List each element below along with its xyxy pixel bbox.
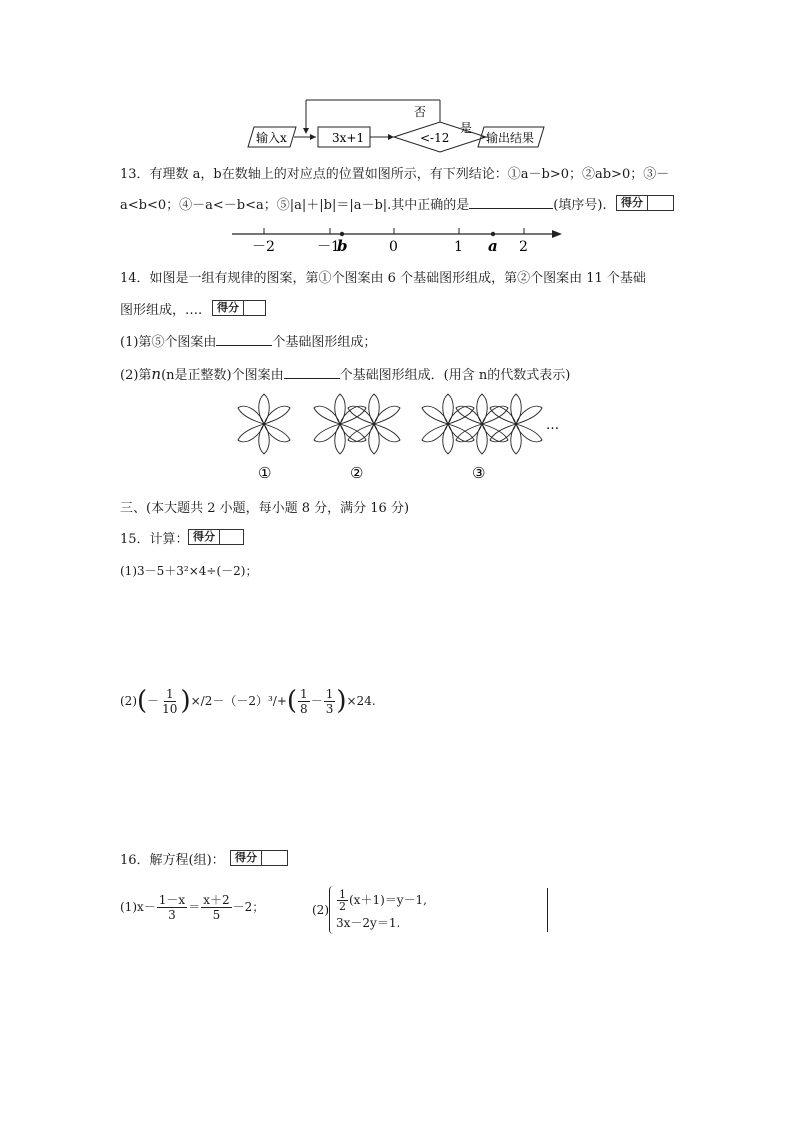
tick-label-0: 0 [389,239,398,255]
q15-fraction-1: $\frac{1}{10}$ [162,686,178,716]
section3-heading: 三、(本大题共 2 小题，每小题 8 分，满分 16 分) [120,501,410,516]
q14-sub2-n: n [151,365,162,383]
q16-system-right-bar [547,888,548,932]
q15-fraction-2: $\frac{1}{8}$ [300,686,308,716]
q16-part1-prefix: (1)x－ [120,900,156,914]
number-line [228,222,568,256]
q13-score-cell[interactable] [648,196,673,210]
flowchart-process-text: 3x+1 [332,131,365,145]
q15-part2: (2) ( － $\frac{1}{10}$ ) ×/2－（－2）³/+ ( $\frac{1}{8}$ － $\frac{1}{3}$ ) ×24. [120,686,376,716]
point-a-label: a [488,237,498,255]
q16-equation-1: $\frac{1}{2}$ (x＋1)＝y－1, [339,887,427,913]
flowchart-yes-label: 是 [460,121,473,135]
q16-part2 [312,884,548,936]
q16-part1-suffix: －2； [232,900,265,914]
q14-score-box [212,300,266,316]
q16-score-cell[interactable] [262,851,287,865]
q14-sub1-prefix: (1)第⑤个图案由 [120,335,217,350]
q15-part2-prefix: (2) [120,694,137,708]
q16-score-label: 得分 [231,851,262,865]
flower-2a [314,394,366,454]
q14-score-cell[interactable] [244,301,265,315]
q13-line2-text: a<b<0；④－a<－b<a；⑤|a|＋|b|＝|a－b|.其中正确的是 [120,198,470,213]
q14-sub2 [120,365,570,385]
q15-score-cell[interactable] [220,530,243,544]
q14-score-label: 得分 [213,301,244,315]
q16-part1-eq: ＝ [188,900,201,914]
flower-patterns [226,392,576,486]
flower-3c [490,394,542,454]
q14-sub2-blank[interactable] [284,366,340,379]
q16-title: 16．解方程(组)： [120,853,225,868]
q16-fraction-1: $\frac{1-x}{3}$ [158,892,186,922]
q16-system-brace [329,886,334,934]
q14-sub1 [120,333,376,352]
q15-part1: (1)3－5＋3²×4÷(－2)； [120,564,258,578]
q14-sub2-suffix: 个基础图形组成．(用含 n的代数式表示) [339,368,571,383]
q15-title: 15．计算： [120,532,189,547]
q16-score-box [230,850,288,866]
flowchart-condition-text: <-12 [420,131,450,145]
q16-part1 [120,890,264,924]
q14-sub1-suffix: 个基础图形组成； [272,335,377,350]
flowchart [244,96,554,154]
q13-score-label: 得分 [617,196,648,210]
q14-line1: 14．如图是一组有规律的图案，第①个图案由 6 个基础图形组成，第②个图案由 11 个基础 [120,271,646,286]
q15-part2-mid: ×/2－（－2）³/+ [190,694,287,708]
flower-2b [348,394,400,454]
figure-label-3: ③ [472,464,486,482]
q15-part2-suffix: ×24. [346,694,376,708]
q13-line1: 13．有理数 a，b在数轴上的对应点的位置如图所示，有下列结论：①a－b>0；②ab>0；③－ [120,167,670,182]
flower-3a [422,394,474,454]
point-b-label: b [337,237,348,255]
tick-label-neg2: －2 [252,239,275,255]
q15-fraction-3: $\frac{1}{3}$ [325,686,334,716]
q15-score-box [188,529,244,545]
q14-sub1-blank[interactable] [216,333,272,346]
point-a [491,232,495,236]
q16-equation-2: 3x－2y＝1. [336,915,401,930]
tick-label-2: 2 [519,239,528,255]
point-b [340,232,344,236]
flowchart-input-text: 输入x [256,131,287,145]
figure-label-2: ② [350,464,364,482]
flowchart-no-label: 否 [414,105,427,119]
ellipsis: … [546,418,559,433]
q13-line2 [120,196,607,215]
flowchart-output-text: 输出结果 [486,131,535,145]
tick-label-neg1: －1 [317,239,340,255]
q14-sub2-prefix: (2)第 [120,368,152,383]
q13-suffix: (填序号). [553,198,607,213]
flower-3b [456,394,508,454]
figure-label-1: ① [258,464,272,482]
q16-eq1-fraction: $\frac{1}{2}$ [339,887,346,913]
q16-part2-prefix: (2) [312,903,329,917]
q13-answer-blank[interactable] [469,196,553,209]
flower-1 [238,394,290,454]
tick-label-1: 1 [454,239,463,255]
q14-line2: 图形组成，…. [120,303,203,318]
q14-sub2-mid: (n是正整数)个图案由 [161,368,284,383]
q16-fraction-2: $\frac{x+2}{5}$ [203,892,230,922]
q15-score-label: 得分 [189,530,220,544]
q13-score-box [616,195,674,211]
